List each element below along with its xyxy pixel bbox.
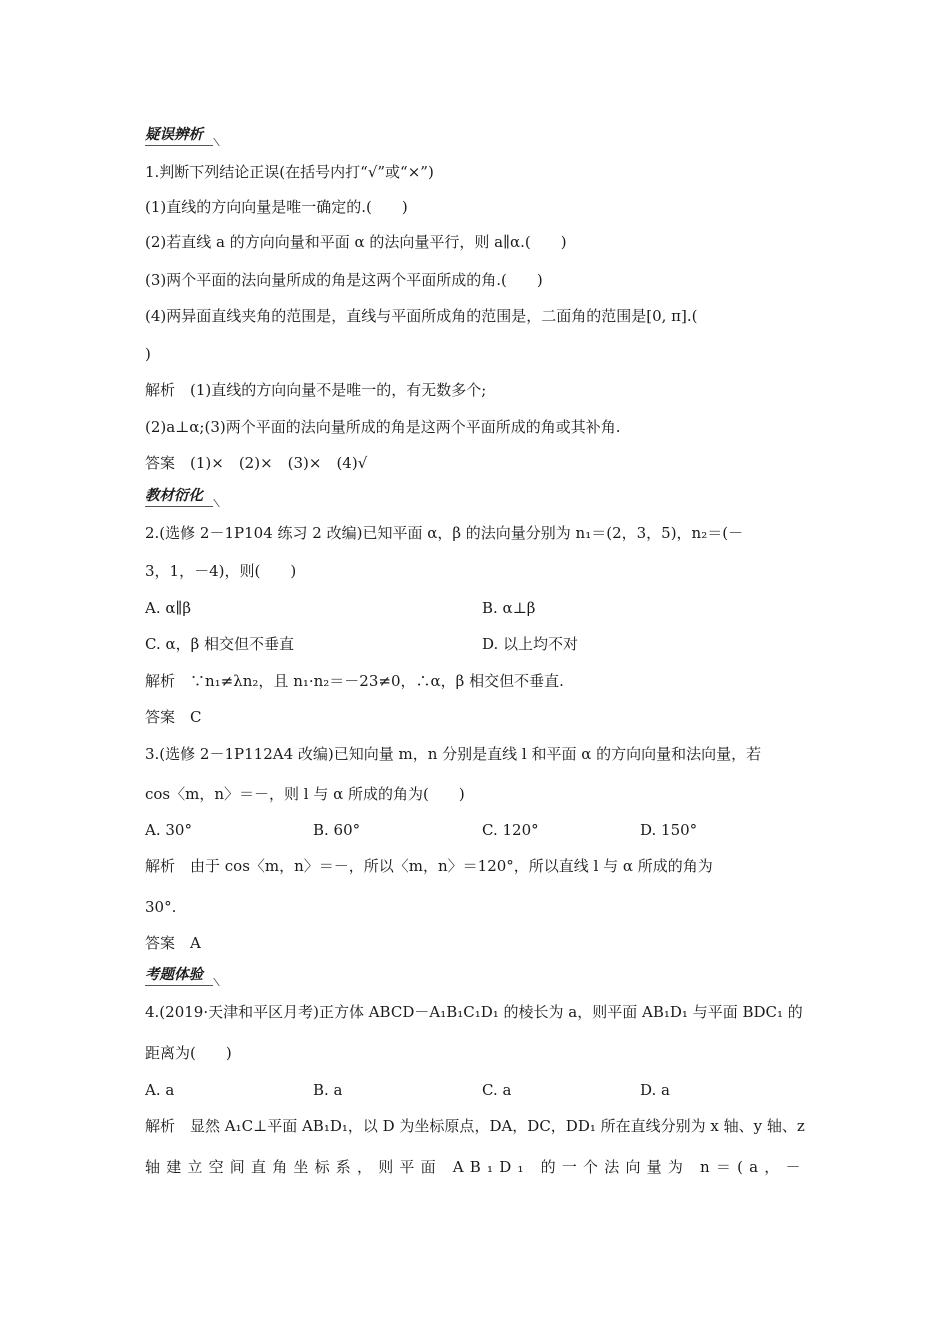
question-4-stem-1: 4.(2019·天津和平区月考)正方体 ABCD－A₁B₁C₁D₁ 的棱长为 a，则平面 AB₁D₁ 与平面 BDC₁ 的	[145, 1003, 803, 1021]
question-3-analysis-2: 30°.	[145, 898, 177, 916]
question-4-analysis-2: 轴建立空间直角坐标系，则平面 AB₁D₁ 的一个法向量为 n＝(a，－	[145, 1158, 807, 1176]
question-2-stem-1: 2.(选修 2－1P104 练习 2 改编)已知平面 α，β 的法向量分别为 n₁＝(2，3，5)，n₂＝(－	[145, 524, 744, 542]
question-4-stem-2: 距离为( )	[145, 1044, 232, 1062]
question-4-option-a: A. a	[145, 1081, 175, 1099]
question-3-answer: 答案 A	[145, 934, 201, 952]
question-1-item-1: (1)直线的方向向量是唯一确定的.( )	[145, 198, 408, 216]
question-1-item-2: (2)若直线 a 的方向向量和平面 α 的法向量平行，则 a∥α.( )	[145, 233, 567, 251]
section-heading-exam: 考题体验	[145, 966, 217, 984]
question-3-analysis-1: 解析 由于 cos〈m，n〉＝－，所以〈m，n〉＝120°，所以直线 l 与 α 所成的角为	[145, 857, 713, 875]
question-1-stem: 1.判断下列结论正误(在括号内打“√”或“×”)	[145, 163, 434, 181]
question-2-analysis: 解析 ∵n₁≠λn₂，且 n₁·n₂＝－23≠0，∴α，β 相交但不垂直.	[145, 672, 564, 690]
section-heading-error-analysis: 疑误辨析	[145, 126, 217, 144]
question-1-item-4-end: )	[145, 345, 151, 363]
question-2-option-c: C. α，β 相交但不垂直	[145, 635, 295, 653]
question-1-analysis-2: (2)a⊥α;(3)两个平面的法向量所成的角是这两个平面所成的角或其补角.	[145, 418, 621, 436]
question-2-answer: 答案 C	[145, 708, 202, 726]
question-1-analysis-1: 解析 (1)直线的方向向量不是唯一的，有无数多个;	[145, 381, 487, 399]
question-3-option-b: B. 60°	[313, 821, 361, 839]
question-3-option-d: D. 150°	[640, 821, 698, 839]
question-2-option-a: A. α∥β	[145, 599, 192, 617]
question-3-stem-2: cos〈m，n〉＝－，则 l 与 α 所成的角为( )	[145, 785, 465, 803]
question-1-item-3: (3)两个平面的法向量所成的角是这两个平面所成的角.( )	[145, 271, 543, 289]
question-2-option-d: D. 以上均不对	[482, 635, 579, 653]
question-4-option-d: D. a	[640, 1081, 670, 1099]
section-heading-textbook: 教材衍化	[145, 487, 217, 505]
question-4-option-c: C. a	[482, 1081, 512, 1099]
question-1-item-4: (4)两异面直线夹角的范围是，直线与平面所成角的范围是，二面角的范围是[0, π].(	[145, 307, 698, 325]
question-3-option-a: A. 30°	[145, 821, 192, 839]
question-4-option-b: B. a	[313, 1081, 343, 1099]
question-3-option-c: C. 120°	[482, 821, 539, 839]
question-1-answer: 答案 (1)× (2)× (3)× (4)√	[145, 454, 368, 472]
question-4-analysis-1: 解析 显然 A₁C⊥平面 AB₁D₁，以 D 为坐标原点，DA，DC，DD₁ 所在直线分别为 x 轴、y 轴、z	[145, 1117, 805, 1135]
question-2-option-b: B. α⊥β	[482, 599, 536, 617]
question-2-stem-2: 3，1，－4)，则( )	[145, 562, 297, 580]
question-3-stem-1: 3.(选修 2－1P112A4 改编)已知向量 m，n 分别是直线 l 和平面 α 的方向向量和法向量，若	[145, 745, 762, 763]
